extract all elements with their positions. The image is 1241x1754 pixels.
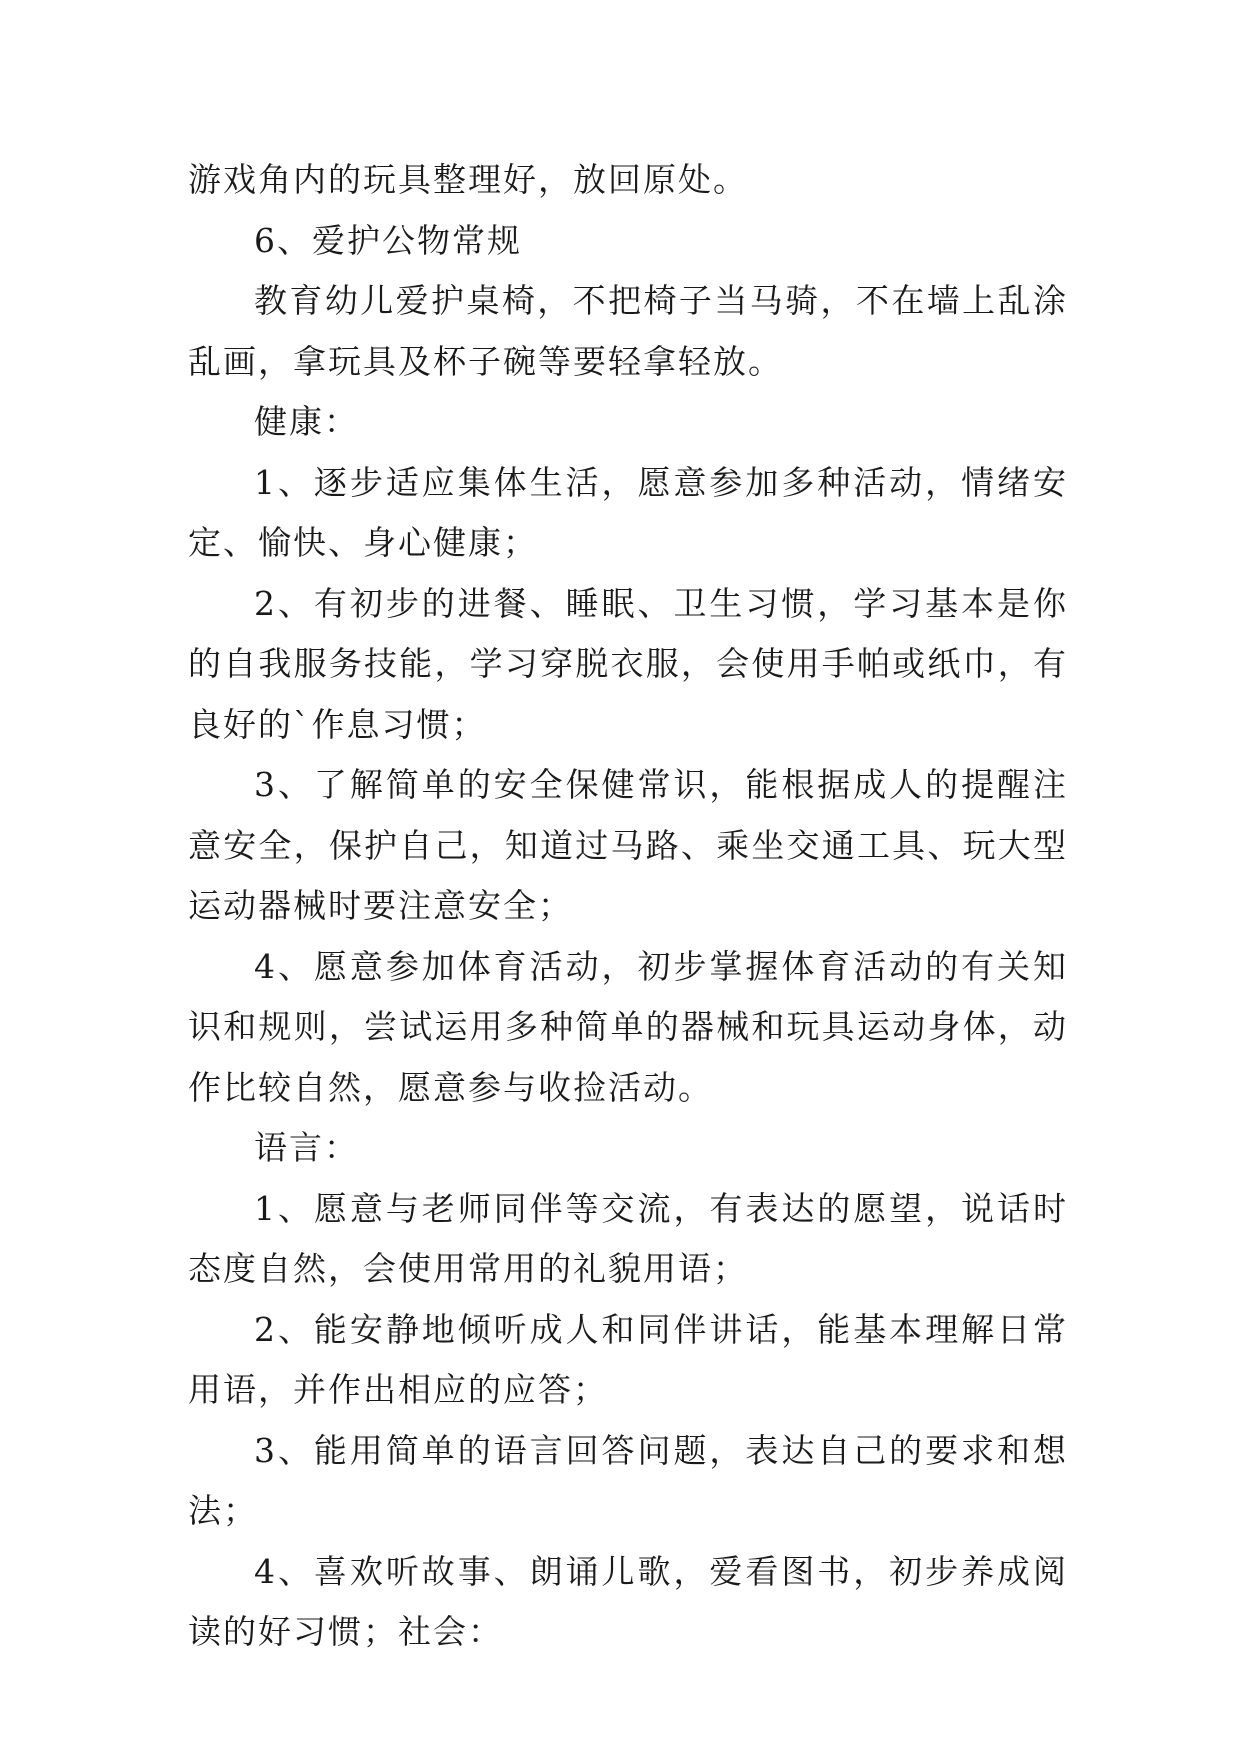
- paragraph-health-1: 1、逐步适应集体生活，愿意参加多种活动，情绪安定、愉快、身心健康；: [188, 462, 1068, 562]
- heading-care-public-property: 6、爱护公物常规: [254, 220, 522, 260]
- document-body: [188, 150, 1068, 1663]
- paragraph-language-1: 1、愿意与老师同伴等交流，有表达的愿望，说话时态度自然，会使用常用的礼貌用语；: [188, 1188, 1068, 1288]
- paragraph-health-2: 2、有初步的进餐、睡眠、卫生习惯，学习基本是你的自我服务技能，学习穿脱衣服，会使用手帕或纸巾，有良好的`作息习惯；: [188, 583, 1068, 744]
- heading-health: 健康：: [254, 402, 359, 441]
- paragraph-care-furniture: 教育幼儿爱护桌椅，不把椅子当马骑，不在墙上乱涂乱画，拿玩具及杯子碗等要轻拿轻放。: [188, 281, 1068, 381]
- paragraph-toy-corner: 游戏角内的玩具整理好，放回原处。: [188, 160, 748, 199]
- paragraph-health-4: 4、愿意参加体育活动，初步掌握体育活动的有关知识和规则，尝试运用多种简单的器械和玩具运动身体，动作比较自然，愿意参与收捡活动。: [188, 946, 1068, 1107]
- paragraph-language-2: 2、能安静地倾听成人和同伴讲话，能基本理解日常用语，并作出相应的应答；: [188, 1309, 1068, 1409]
- paragraph-health-3: 3、了解简单的安全保健常识，能根据成人的提醒注意安全，保护自己，知道过马路、乘坐交通工具、玩大型运动器械时要注意安全；: [188, 765, 1068, 925]
- paragraph-language-3: 3、能用简单的语言回答问题，表达自己的要求和想法；: [188, 1430, 1068, 1530]
- paragraph-language-4: 4、喜欢听故事、朗诵儿歌，爱看图书，初步养成阅读的好习惯；社会：: [188, 1551, 1068, 1651]
- heading-language: 语言：: [254, 1128, 359, 1167]
